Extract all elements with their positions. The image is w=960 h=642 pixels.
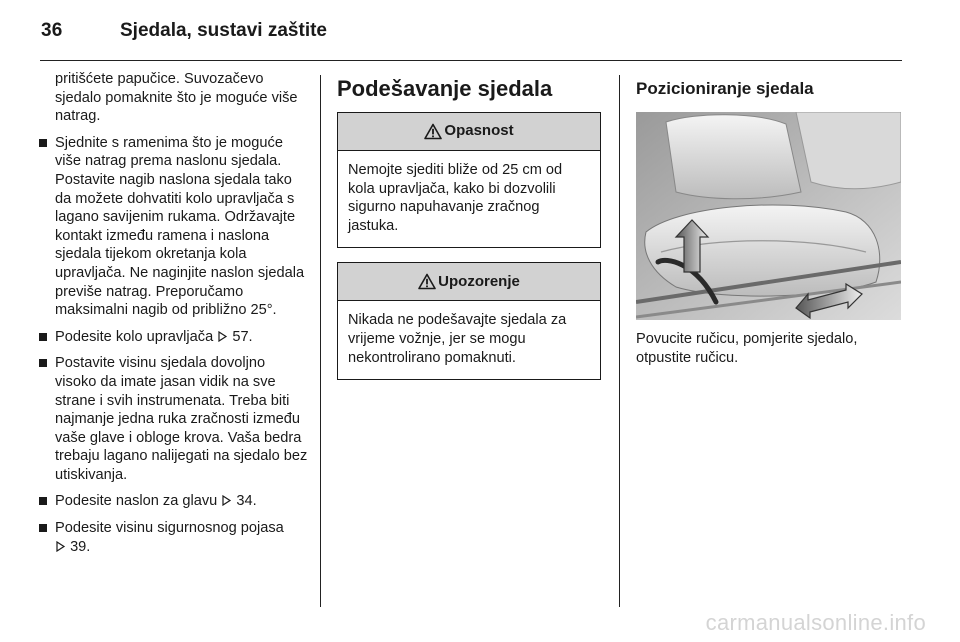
bullet-text: Podesite visinu sigurnosnog pojasa [55,520,284,537]
page-title: Sjedala, sustavi zaštite [120,20,327,41]
watermark: carmanualsonline.info [705,610,926,635]
bullet-text: Postavite visinu sjedala dovoljno visoko da imate jasan vidik na sve strane i svih instrumenata. Treba biti najmanje jedna ruka zračnosti između vaše glave i obloge krova. Vaša bedra trebaju lagano nalijegati na sjedalo bez utiskivanja. [55,355,308,483]
page-number: 36 [41,20,63,41]
bullet-item-seat-belt-height [38,519,310,556]
bullet-square-icon [39,524,47,532]
page-header [0,0,960,62]
page-reference-icon [217,331,228,342]
danger-box [337,112,601,248]
bullet-square-icon [39,333,47,341]
left-column [38,70,310,564]
page-reference[interactable]: 34. [236,493,257,510]
page-reference[interactable]: 57. [232,328,253,345]
danger-text: Nemojte sjediti bliže od 25 cm od kola upravljača, kako bi dozvolili sigurno napuhavanje zračnog jastuka. [348,162,563,234]
column-divider-2 [619,75,620,607]
bullet-list [38,134,310,556]
bullet-item-seat-height [38,354,310,484]
bullet-square-icon [39,497,47,505]
warning-triangle-icon [424,123,442,140]
column-divider-1 [320,75,321,607]
header-rule [40,60,902,61]
warning-text: Nikada ne podešavajte sjedala za vrijeme vožnje, jer se mogu nekontrolirano pomaknuti. [348,312,567,366]
page-reference-icon [55,541,66,552]
bullet-square-icon [39,359,47,367]
bullet-item-head-restraint [38,492,310,511]
figure-caption: Povucite ručicu, pomjerite sjedalo, otpustite ručicu. [636,331,858,366]
bullet-item-seating [38,134,310,320]
bullet-text: Podesite kolo upravljača [55,328,214,345]
sub-heading: Pozicioniranje sjedala [636,79,814,98]
seat-adjustment-illustration [636,112,901,320]
bullet-text: Podesite naslon za glavu [55,493,218,510]
danger-box-header [338,113,600,151]
warning-box-header [338,263,600,301]
right-column [636,70,902,367]
intro-paragraph: pritišćete papučice. Suvozačevo sjedalo pomaknite što je moguće više natrag. [55,71,298,125]
page-reference[interactable]: 39. [70,538,91,555]
danger-title: Opasnost [444,122,514,140]
bullet-square-icon [39,139,47,147]
page-reference-icon [221,495,232,506]
bullet-text: Sjednite s ramenima što je moguće više natrag prema naslonu sjedala. Postavite nagib naslona sjedala tako da možete dohvatiti kolo upravljača s lagano savijenim rukama. Održavajte kontakt između ramena i naslona sjedala tijekom okretanja kola upravljača. Ne naginjite naslon sjedala previše natrag. Preporučamo maksimalni nagib od približno 25°. [55,134,305,319]
middle-column [337,70,601,392]
bullet-item-steering-wheel [38,328,310,347]
section-heading: Podešavanje sjedala [337,76,553,101]
warning-triangle-icon [418,273,436,290]
warning-title: Upozorenje [438,272,520,290]
warning-box [337,262,601,380]
